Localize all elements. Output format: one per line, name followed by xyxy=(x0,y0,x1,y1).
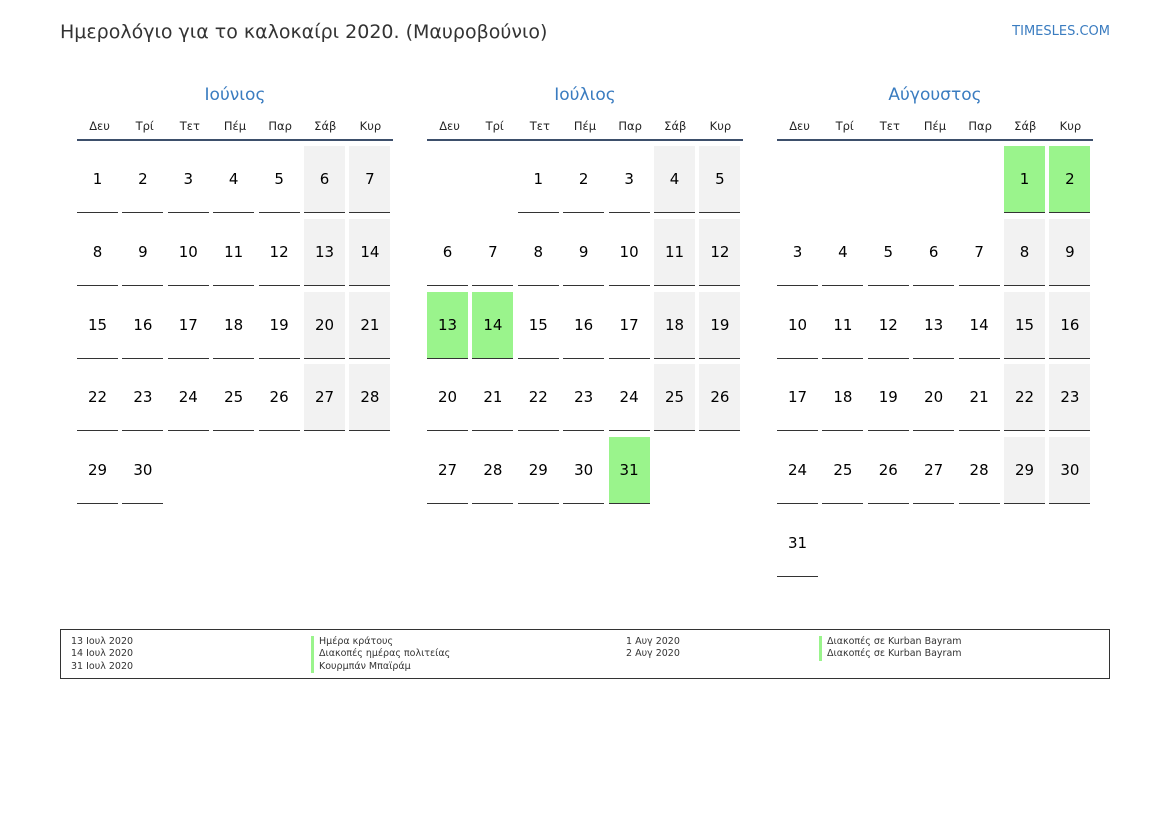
day-cell: 30 xyxy=(563,437,604,504)
day-cell: 10 xyxy=(168,219,209,286)
day-cell: 21 xyxy=(959,364,1000,431)
day-cell: 26 xyxy=(259,364,300,431)
day-cell: 19 xyxy=(868,364,909,431)
legend-dates-right xyxy=(626,636,680,661)
day-cell: 9 xyxy=(563,219,604,286)
day-cell: 28 xyxy=(959,437,1000,504)
legend-names-left xyxy=(311,636,450,673)
day-cell: 15 xyxy=(77,292,118,359)
day-cell: 1 xyxy=(77,146,118,213)
day-cell: 27 xyxy=(304,364,345,431)
day-cell: 29 xyxy=(518,437,559,504)
day-cell: 10 xyxy=(777,292,818,359)
weekday-label: Σάβ xyxy=(314,119,337,133)
day-cell: 16 xyxy=(563,292,604,359)
day-cell: 28 xyxy=(349,364,390,431)
day-cell: 16 xyxy=(1049,292,1090,359)
weekday-label: Κυρ xyxy=(709,119,732,133)
weekday-label: Πέμ xyxy=(923,119,947,133)
weekday-label: Σάβ xyxy=(1014,119,1037,133)
day-cell: 26 xyxy=(699,364,740,431)
day-cell: 13 xyxy=(304,219,345,286)
day-cell: 3 xyxy=(777,219,818,286)
day-cell: 13 xyxy=(913,292,954,359)
day-cell: 22 xyxy=(1004,364,1045,431)
day-cell: 5 xyxy=(868,219,909,286)
day-cell: 8 xyxy=(518,219,559,286)
day-cell: 26 xyxy=(868,437,909,504)
day-cell: 25 xyxy=(822,437,863,504)
month-calendar-august xyxy=(777,84,1093,552)
day-cell: 27 xyxy=(427,437,468,504)
month-name: Ιούλιος xyxy=(554,85,616,105)
day-cell: 29 xyxy=(1004,437,1045,504)
day-cell: 12 xyxy=(259,219,300,286)
day-cell: 20 xyxy=(304,292,345,359)
day-cell: 30 xyxy=(1049,437,1090,504)
legend-date: 31 Ιουλ 2020 xyxy=(71,660,134,672)
page-title: Ημερολόγιο για το καλοκαίρι 2020. (Μαυροβούνιο) xyxy=(60,21,548,43)
day-cell: 7 xyxy=(959,219,1000,286)
legend-date: 13 Ιουλ 2020 xyxy=(71,636,134,647)
month-calendar-july xyxy=(427,84,743,480)
day-cell: 9 xyxy=(122,219,163,286)
day-cell: 11 xyxy=(822,292,863,359)
day-cell: 15 xyxy=(518,292,559,359)
legend-holiday-name: Διακοπές σε Kurban Bayram xyxy=(819,648,962,660)
day-cell: 18 xyxy=(822,364,863,431)
legend-names-right xyxy=(819,636,962,661)
day-cell: 14 xyxy=(959,292,1000,359)
day-cell: 1 xyxy=(518,146,559,213)
day-cell: 18 xyxy=(213,292,254,359)
day-cell: 25 xyxy=(654,364,695,431)
day-cell: 12 xyxy=(868,292,909,359)
day-cell: 11 xyxy=(654,219,695,286)
weekday-header xyxy=(77,117,393,141)
day-cell: 23 xyxy=(122,364,163,431)
weekday-label: Σάβ xyxy=(664,119,687,133)
site-link[interactable]: TIMESLES.COM xyxy=(1012,24,1110,39)
day-cell: 27 xyxy=(913,437,954,504)
day-cell: 20 xyxy=(913,364,954,431)
day-cell: 7 xyxy=(349,146,390,213)
day-cell: 5 xyxy=(259,146,300,213)
weekday-header xyxy=(777,117,1093,141)
day-cell: 24 xyxy=(609,364,650,431)
weekday-label: Δευ xyxy=(439,119,460,133)
month-name: Αύγουστος xyxy=(888,85,982,105)
day-cell: 21 xyxy=(349,292,390,359)
day-cell: 6 xyxy=(913,219,954,286)
day-cell: 18 xyxy=(654,292,695,359)
month-calendar-june xyxy=(77,84,393,480)
day-cell: 13 xyxy=(427,292,468,359)
weekday-label: Παρ xyxy=(268,119,292,133)
day-cell: 4 xyxy=(654,146,695,213)
day-cell: 4 xyxy=(213,146,254,213)
day-cell: 8 xyxy=(77,219,118,286)
weekday-header xyxy=(427,117,743,141)
month-name: Ιούνιος xyxy=(204,85,266,105)
day-cell: 16 xyxy=(122,292,163,359)
day-cell: 17 xyxy=(168,292,209,359)
weekday-label: Τετ xyxy=(529,119,550,133)
weekday-label: Παρ xyxy=(618,119,642,133)
day-cell: 20 xyxy=(427,364,468,431)
day-cell: 6 xyxy=(304,146,345,213)
day-cell: 23 xyxy=(563,364,604,431)
legend-holiday-name: Ημέρα κράτους xyxy=(311,636,450,648)
weekday-label: Δευ xyxy=(89,119,110,133)
weekday-label: Τετ xyxy=(179,119,200,133)
day-cell: 22 xyxy=(77,364,118,431)
weekday-label: Κυρ xyxy=(359,119,382,133)
day-cell: 7 xyxy=(472,219,513,286)
legend-holiday-name: Διακοπές σε Kurban Bayram xyxy=(819,636,962,648)
day-cell: 14 xyxy=(472,292,513,359)
day-cell: 5 xyxy=(699,146,740,213)
day-cell: 31 xyxy=(777,510,818,577)
day-cell: 2 xyxy=(563,146,604,213)
weekday-label: Κυρ xyxy=(1059,119,1082,133)
day-cell: 21 xyxy=(472,364,513,431)
weekday-label: Παρ xyxy=(968,119,992,133)
day-cell: 8 xyxy=(1004,219,1045,286)
day-cell: 3 xyxy=(168,146,209,213)
legend-holiday-name: Διακοπές ημέρας πολιτείας xyxy=(311,648,450,660)
day-cell: 30 xyxy=(122,437,163,504)
day-cell: 24 xyxy=(777,437,818,504)
day-cell: 6 xyxy=(427,219,468,286)
day-cell: 28 xyxy=(472,437,513,504)
holiday-legend xyxy=(60,629,1110,679)
day-cell: 12 xyxy=(699,219,740,286)
legend-holiday-name: Κουρμπάν Μπαϊράμ xyxy=(311,661,450,673)
legend-date: 2 Αυγ 2020 xyxy=(626,648,680,660)
day-cell: 1 xyxy=(1004,146,1045,213)
weekday-label: Τρί xyxy=(485,119,504,133)
day-cell: 25 xyxy=(213,364,254,431)
legend-dates-left xyxy=(71,636,133,673)
legend-date: 14 Ιουλ 2020 xyxy=(71,648,134,660)
day-cell: 15 xyxy=(1004,292,1045,359)
day-cell: 2 xyxy=(122,146,163,213)
day-cell: 31 xyxy=(609,437,650,504)
day-cell: 17 xyxy=(609,292,650,359)
day-cell: 4 xyxy=(822,219,863,286)
day-cell: 11 xyxy=(213,219,254,286)
day-cell: 3 xyxy=(609,146,650,213)
day-cell: 23 xyxy=(1049,364,1090,431)
weekday-label: Πέμ xyxy=(223,119,247,133)
legend-date: 1 Αυγ 2020 xyxy=(626,636,680,647)
day-cell: 2 xyxy=(1049,146,1090,213)
day-cell: 29 xyxy=(77,437,118,504)
day-cell: 10 xyxy=(609,219,650,286)
day-cell: 17 xyxy=(777,364,818,431)
day-cell: 22 xyxy=(518,364,559,431)
weekday-label: Τρί xyxy=(135,119,154,133)
day-cell: 9 xyxy=(1049,219,1090,286)
day-cell: 19 xyxy=(259,292,300,359)
weekday-label: Τρί xyxy=(835,119,854,133)
weekday-label: Πέμ xyxy=(573,119,597,133)
weekday-label: Τετ xyxy=(879,119,900,133)
day-cell: 19 xyxy=(699,292,740,359)
day-cell: 24 xyxy=(168,364,209,431)
weekday-label: Δευ xyxy=(789,119,810,133)
day-cell: 14 xyxy=(349,219,390,286)
